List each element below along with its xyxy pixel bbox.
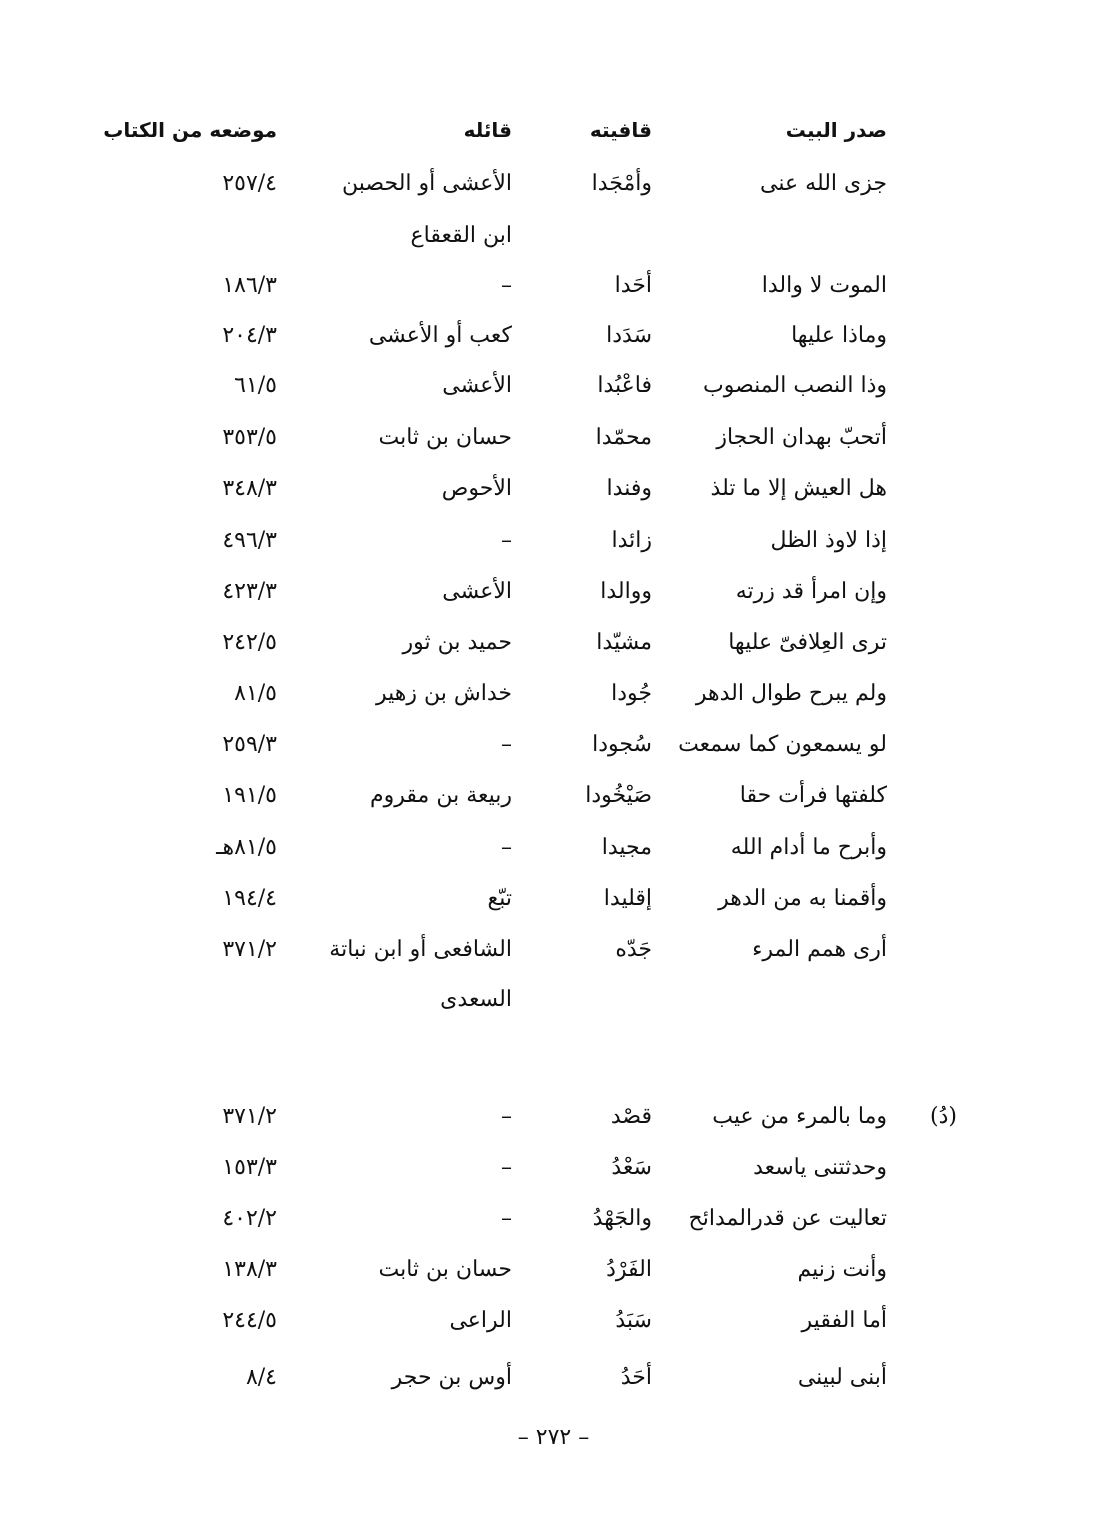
mawdi-cell: ٣٧١/٢	[222, 1104, 277, 1129]
mawdi-cell: ٨/٤	[245, 1365, 277, 1390]
qafiya-cell: فاعْبُدا	[597, 373, 652, 398]
table-row	[0, 264, 1107, 308]
qail-cell: –	[501, 1206, 512, 1231]
mawdi-cell	[117, 978, 277, 1022]
table-header	[0, 108, 1107, 152]
mawdi-cell: ٣٥٣/٥	[222, 425, 277, 450]
mawdi-cell: ٤٢٣/٣	[222, 579, 277, 604]
qafiya-cell	[492, 214, 652, 258]
header-mawdi: موضعه من الكتاب	[103, 118, 277, 142]
table-row	[0, 1299, 1107, 1343]
table-row	[0, 570, 1107, 614]
mawdi-cell: ٣٧١/٢	[222, 937, 277, 962]
sadr-cell: أتحبّ بهدان الحجاز	[716, 425, 887, 450]
table-row	[0, 621, 1107, 665]
qail-cell: السعدى	[440, 987, 512, 1012]
sadr-cell: هل العيش إلا ما تلذ	[710, 476, 887, 501]
sadr-cell: وما بالمرء من عيب	[712, 1104, 887, 1129]
qail-cell: خداش بن زهير	[376, 681, 512, 706]
qail-cell: الأعشى أو الحصبن	[342, 171, 512, 196]
sadr-cell: وحدثتنى ياسعد	[753, 1155, 887, 1180]
qail-cell: –	[501, 1155, 512, 1180]
mawdi-cell: ٢٤٤/٥	[222, 1308, 277, 1333]
sadr-cell: ولم يبرح طوال الدهر	[695, 681, 887, 706]
qafiya-cell: جُودا	[611, 681, 652, 706]
table-row	[0, 416, 1107, 460]
qail-cell: –	[501, 1104, 512, 1129]
qafiya-cell: مشيّدا	[596, 630, 652, 655]
table-row	[0, 978, 1107, 1022]
qafiya-cell: ووالدا	[600, 579, 652, 604]
mawdi-cell: ٦١/٥	[234, 373, 277, 398]
sadr-cell: أما الفقير	[801, 1308, 887, 1333]
qafiya-cell: أحَدا	[614, 273, 652, 298]
table-row	[0, 877, 1107, 921]
qail-cell: الأحوص	[441, 476, 512, 501]
qafiya-cell: وفندا	[606, 476, 652, 501]
table-row	[0, 672, 1107, 716]
sadr-cell: وأقمنا به من الدهر	[718, 886, 887, 911]
qail-cell: الأعشى	[442, 579, 512, 604]
qafiya-cell: الفَرْدُ	[606, 1257, 652, 1282]
mawdi-cell	[117, 214, 277, 258]
qafiya-cell: صَيْخُودا	[585, 783, 652, 808]
sadr-cell: كلفتها فرأت حقا	[739, 783, 887, 808]
section-letter: (دُ)	[930, 1104, 957, 1129]
qafiya-cell: زائدا	[611, 528, 652, 553]
qail-cell: –	[501, 732, 512, 757]
qail-cell: حسان بن ثابت	[378, 1257, 512, 1282]
sadr-cell: وأبرح ما أدام الله	[730, 835, 887, 860]
mawdi-cell: ٢٠٤/٣	[222, 323, 277, 348]
sadr-cell	[657, 214, 887, 258]
mawdi-cell: ١٥٣/٣	[222, 1155, 277, 1180]
sadr-cell: أرى همم المرء	[752, 937, 887, 962]
qail-cell: الراعى	[449, 1308, 512, 1333]
sadr-cell	[657, 978, 887, 1022]
qail-cell: ربيعة بن مقروم	[370, 783, 512, 808]
mawdi-cell: ٢٥٧/٤	[222, 171, 277, 196]
qafiya-cell: والجَهْدُ	[592, 1206, 652, 1231]
qail-cell: –	[501, 835, 512, 860]
qail-cell: الشافعى أو ابن نباتة	[329, 937, 512, 962]
header-qail: قائله	[463, 118, 512, 142]
table-row	[0, 162, 1107, 206]
qafiya-cell: جَدّه	[615, 937, 652, 962]
sadr-cell: ترى العِلافىّ عليها	[728, 630, 887, 655]
table-row	[0, 214, 1107, 258]
mawdi-cell: ٣٤٨/٣	[222, 476, 277, 501]
sadr-cell: وماذا عليها	[791, 323, 887, 348]
sadr-cell: أبنى لبينى	[797, 1365, 887, 1390]
table-row	[0, 1248, 1107, 1292]
table-row	[0, 928, 1107, 972]
table-row	[0, 826, 1107, 870]
qail-cell: حميد بن ثور	[402, 630, 512, 655]
sadr-cell: إذا لاوذ الظل	[770, 528, 887, 553]
table-row	[0, 467, 1107, 511]
qafiya-cell: إقليدا	[603, 886, 652, 911]
qafiya-cell: سَدَدا	[606, 323, 652, 348]
table-row	[0, 723, 1107, 767]
page-number: – ٢٧٢ –	[517, 1425, 590, 1450]
qafiya-cell	[492, 978, 652, 1022]
sadr-cell: الموت لا والدا	[761, 273, 887, 298]
qail-cell: ابن القعقاع	[410, 223, 512, 248]
sadr-cell: وإن امرأ قد زرته	[735, 579, 887, 604]
qail-cell: حسان بن ثابت	[378, 425, 512, 450]
qafiya-cell: سَبَدُ	[615, 1308, 652, 1333]
header-sadr: صدر البيت	[785, 118, 887, 142]
mawdi-cell: ٨١/٥	[234, 681, 277, 706]
mawdi-cell: ٨١/٥هـ	[216, 835, 277, 860]
header-qafiya: قافيته	[589, 118, 652, 142]
table-row	[0, 1356, 1107, 1400]
qafiya-cell: سُجودا	[592, 732, 652, 757]
sadr-cell: وذا النصب المنصوب	[703, 373, 887, 398]
mawdi-cell: ٢٥٩/٣	[222, 732, 277, 757]
qail-cell: –	[501, 528, 512, 553]
mawdi-cell: ١٨٦/٣	[222, 273, 277, 298]
table-row	[0, 519, 1107, 563]
qafiya-cell: محمّدا	[595, 425, 652, 450]
qail-cell: كعب أو الأعشى	[368, 323, 512, 348]
table-row	[0, 364, 1107, 408]
sadr-cell: لو يسمعون كما سمعت	[678, 732, 887, 757]
qafiya-cell: سَعْدُ	[611, 1155, 652, 1180]
qafiya-cell: قصْد	[610, 1104, 652, 1129]
mawdi-cell: ٤٠٢/٢	[222, 1206, 277, 1231]
qail-cell: تبّع	[487, 886, 512, 911]
qail-cell: أوس بن حجر	[391, 1365, 512, 1390]
mawdi-cell: ٢٤٢/٥	[222, 630, 277, 655]
table-row	[0, 1197, 1107, 1241]
mawdi-cell: ١٣٨/٣	[222, 1257, 277, 1282]
qafiya-cell: وأمْجَدا	[591, 171, 652, 196]
mawdi-cell: ٤٩٦/٣	[222, 528, 277, 553]
sadr-cell: وأنت زنيم	[797, 1257, 887, 1282]
table-row	[0, 314, 1107, 358]
mawdi-cell: ١٩٤/٤	[222, 886, 277, 911]
sadr-cell: تعاليت عن قدرالمدائح	[688, 1206, 887, 1231]
table-row	[0, 774, 1107, 818]
qail-cell: الأعشى	[442, 373, 512, 398]
qail-cell: –	[501, 273, 512, 298]
mawdi-cell: ١٩١/٥	[222, 783, 277, 808]
table-row	[0, 1095, 1107, 1139]
table-row	[0, 1146, 1107, 1190]
qafiya-cell: أحَدُ	[620, 1365, 652, 1390]
sadr-cell: جزى الله عنى	[760, 171, 887, 196]
qafiya-cell: مجيدا	[601, 835, 652, 860]
